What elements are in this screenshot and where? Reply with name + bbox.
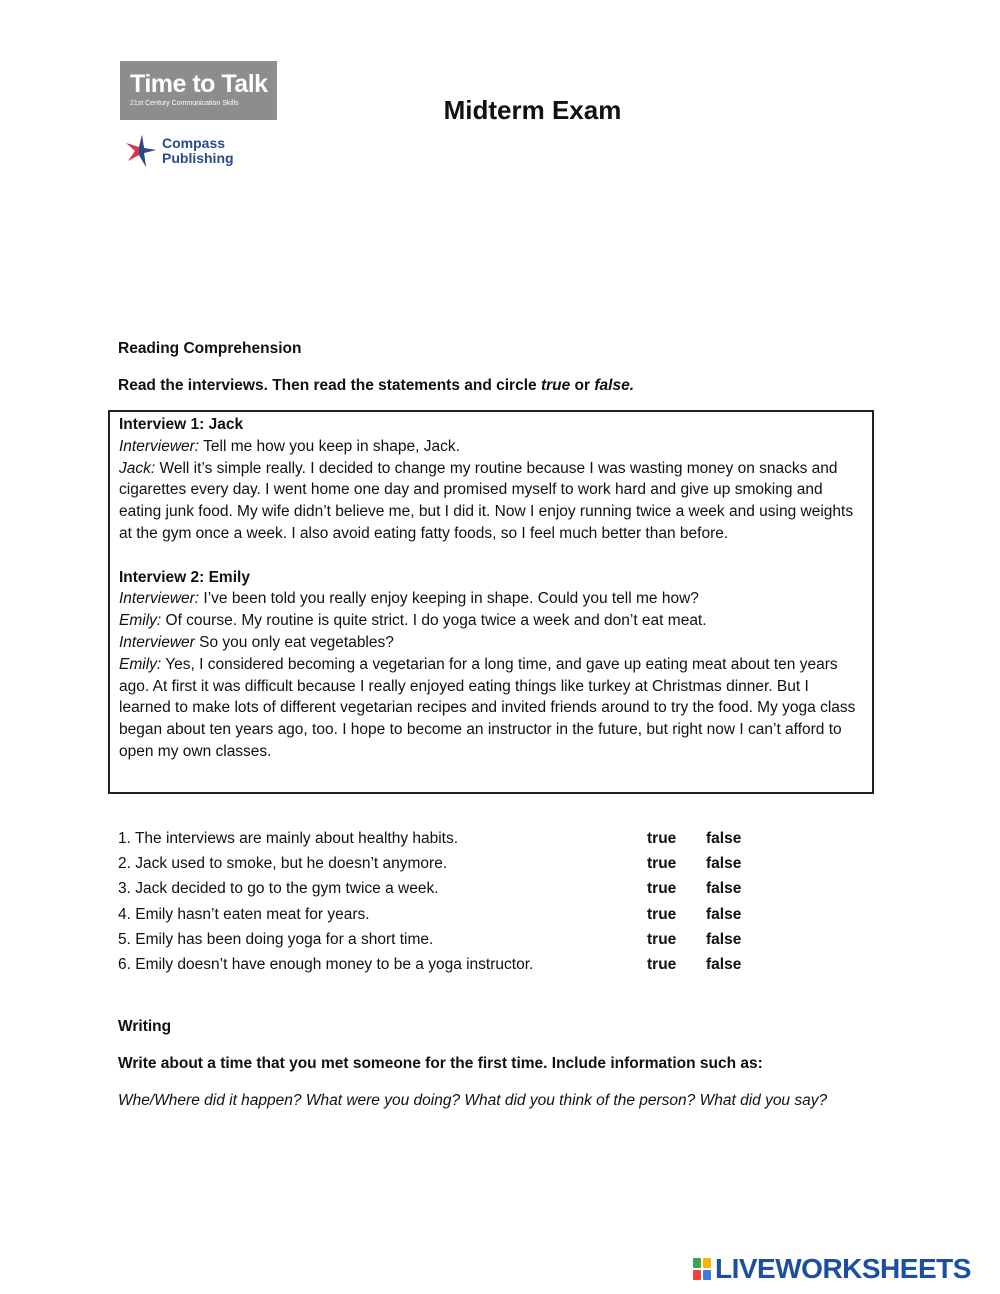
- false-option[interactable]: false: [706, 955, 742, 973]
- statement-row: [118, 828, 758, 853]
- speaker-label: Emily:: [119, 612, 162, 630]
- true-option[interactable]: true: [647, 930, 677, 948]
- statement-row: [118, 929, 758, 954]
- interview2-question1: [119, 588, 864, 610]
- logo-subtitle: 21st Century Communication Skills: [130, 100, 239, 107]
- dialogue-text: Well it’s simple really. I decided to change my routine because I was wasting money on snacks and cigarettes every day. I went home one day and promised myself to work hard and give up smoking and eating junk food. My wife didn’t believe me, but I did it. Now I enjoy running twice a week and using weights at the gym once a week. I also avoid eating fatty foods, so I feel much better than before.: [119, 459, 854, 542]
- instruction-true: true: [540, 377, 571, 394]
- compass-line2: Publishing: [162, 150, 234, 166]
- speaker-label: Emily:: [119, 655, 162, 673]
- statement-text: 4. Emily hasn’t eaten meat for years.: [118, 905, 370, 923]
- reading-instruction: [118, 375, 634, 397]
- interviews-box: [108, 410, 874, 794]
- writing-instruction: Write about a time that you met someone for the first time. Include information such as:: [118, 1055, 763, 1072]
- statement-text: 3. Jack decided to go to the gym twice a week.: [118, 880, 439, 898]
- speaker-label: Jack:: [119, 459, 156, 477]
- compass-line1: Compass: [162, 135, 226, 151]
- badge-block: [703, 1270, 711, 1280]
- statements-list: [118, 828, 758, 979]
- dialogue-text: So you only eat vegetables?: [194, 633, 394, 651]
- true-option[interactable]: true: [647, 905, 677, 923]
- statement-text: 2. Jack used to smoke, but he doesn’t anymore.: [118, 855, 448, 873]
- interview2-answer2: [119, 654, 864, 763]
- true-option[interactable]: true: [647, 855, 677, 873]
- writing-heading: Writing: [118, 1018, 172, 1035]
- page-title: Midterm Exam: [443, 95, 622, 125]
- false-option[interactable]: false: [706, 905, 742, 923]
- speaker-label: Interviewer:: [119, 590, 200, 608]
- logo-title: Time to Talk: [130, 70, 268, 98]
- interview2-question2: [119, 632, 864, 654]
- false-option[interactable]: false: [706, 830, 742, 847]
- liveworksheets-text: LIVEWORKSHEETS: [715, 1253, 971, 1284]
- dialogue-text: Yes, I considered becoming a vegetarian for a long time, and gave up eating meat about ten years ago. At first it was difficult because I really enjoyed eating things like turkey at Christmas dinner. But I learned to make lots of different vegetarian recipes and invited friends around to try the food. My yoga class began about ten years ago, too. I hope to become an instructor in the future, but right now I can’t afford to open my own classes.: [119, 655, 856, 760]
- speaker-label: Interviewer:: [119, 437, 200, 455]
- liveworksheets-watermark: [693, 1253, 993, 1284]
- compass-star-icon: [122, 133, 158, 169]
- reading-heading: Reading Comprehension: [118, 340, 302, 357]
- interview1-answer: [119, 458, 864, 545]
- interview1-title: Interview 1: Jack: [119, 416, 244, 433]
- compass-text: [162, 136, 234, 166]
- instruction-or: or: [570, 377, 595, 394]
- statement-row: [118, 954, 758, 979]
- statement-text: 6. Emily doesn’t have enough money to be a yoga instructor.: [118, 955, 534, 973]
- interview2-answer1: [119, 610, 864, 632]
- speaker-label: Interviewer: [119, 633, 195, 651]
- statement-text: 5. Emily has been doing yoga for a short time.: [118, 930, 434, 948]
- statement-row: [118, 878, 758, 903]
- compass-publishing-logo: [122, 133, 252, 173]
- liveworksheets-badge-icon: [693, 1258, 713, 1282]
- false-option[interactable]: false: [706, 855, 742, 873]
- reading-instruction-pre: Read the interviews. Then read the statements and circle: [118, 377, 541, 394]
- true-option[interactable]: true: [647, 830, 677, 847]
- instruction-false: false.: [594, 377, 635, 394]
- badge-block: [693, 1258, 701, 1268]
- badge-block: [703, 1258, 711, 1268]
- writing-prompt: Whe/Where did it happen? What were you doing? What did you think of the person? What did you say?: [118, 1092, 828, 1109]
- false-option[interactable]: false: [706, 930, 742, 948]
- dialogue-text: I’ve been told you really enjoy keeping in shape. Could you tell me how?: [199, 590, 699, 608]
- dialogue-text: Tell me how you keep in shape, Jack.: [199, 437, 460, 455]
- interview2-title: Interview 2: Emily: [119, 568, 250, 586]
- true-option[interactable]: true: [647, 880, 677, 898]
- statement-text: 1. The interviews are mainly about healthy habits.: [118, 830, 459, 847]
- dialogue-text: Of course. My routine is quite strict. I do yoga twice a week and don’t eat meat.: [161, 612, 707, 630]
- false-option[interactable]: false: [706, 880, 742, 898]
- badge-block: [693, 1270, 701, 1280]
- statement-row: [118, 904, 758, 929]
- statement-row: [118, 853, 758, 878]
- interview1-question: [119, 436, 864, 458]
- true-option[interactable]: true: [647, 955, 677, 973]
